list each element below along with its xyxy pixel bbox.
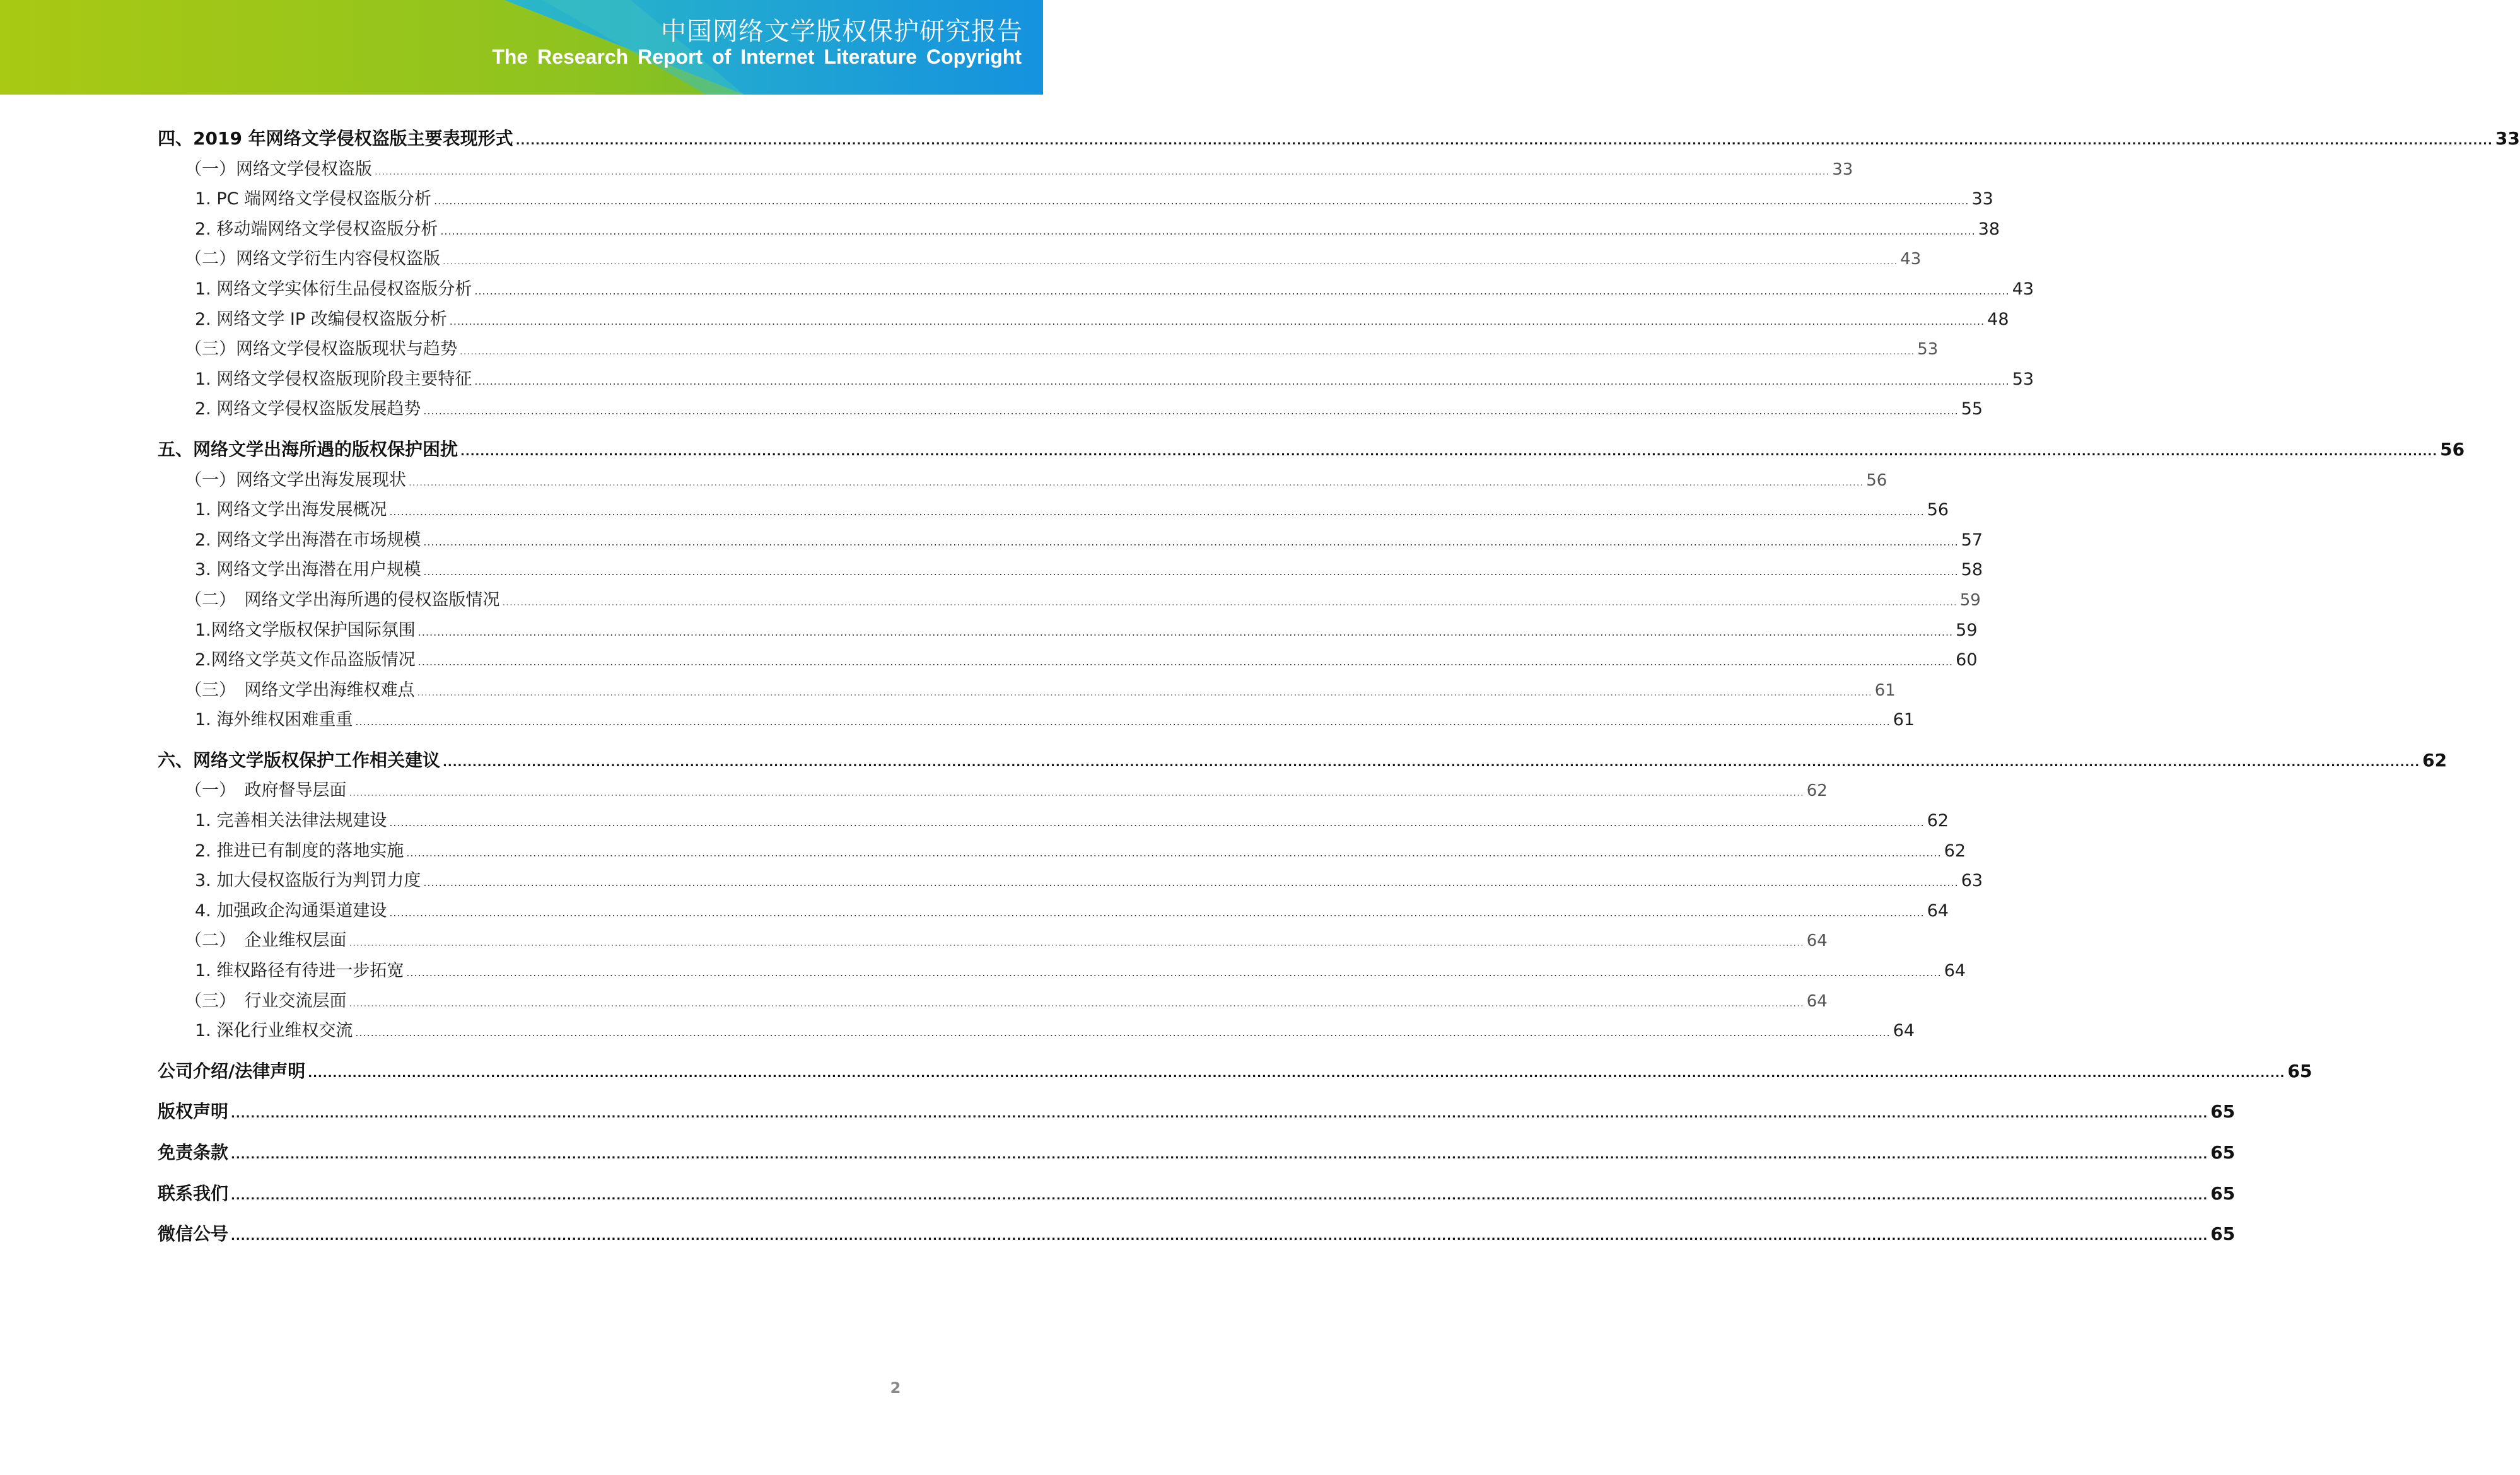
toc-entry-label: 2. 网络文学出海潜在市场规模 — [195, 530, 421, 550]
toc-dot-leader: ................................................................................................................................................................................................................................................................................................................................................................................................................ — [423, 535, 1959, 548]
toc-page-number: 58 — [1961, 560, 1983, 580]
toc-chapter-entry[interactable] — [158, 1220, 2236, 1251]
toc-section-entry[interactable] — [158, 466, 1887, 496]
toc-page-number: 65 — [2210, 1101, 2236, 1122]
toc-section-entry[interactable] — [158, 987, 1828, 1017]
toc-entry-label: 1. 维权路径有待进一步拓宽 — [195, 961, 404, 981]
section-spacer — [158, 1087, 884, 1098]
toc-entry-label: 1. 海外维权困难重重 — [195, 710, 353, 730]
toc-page-number: 43 — [1900, 250, 1922, 269]
toc-page-number: 55 — [1961, 399, 1983, 419]
toc-subsection-entry[interactable] — [158, 807, 1949, 837]
toc-entry-label: 2.网络文学英文作品盗版情况 — [195, 650, 416, 670]
toc-chapter-entry[interactable] — [158, 436, 2465, 466]
section-spacer — [158, 736, 884, 747]
toc-dot-leader: ................................................................................................................................................................................................................................................................................................................................................................................................................ — [434, 195, 1969, 207]
toc-subsection-entry[interactable] — [158, 897, 1949, 927]
toc-entry-label: 微信公号 — [158, 1223, 229, 1245]
toc-page-number: 33 — [1971, 189, 1993, 209]
toc-section-entry[interactable] — [158, 335, 1939, 365]
toc-entry-label: 1. 网络文学出海发展概况 — [195, 500, 387, 520]
toc-section-entry[interactable] — [158, 676, 1896, 706]
toc-dot-leader: ................................................................................................................................................................................................................................................................................................................................................................................................................ — [443, 755, 2420, 769]
toc-entry-label: 2. 网络文学 IP 改编侵权盗版分析 — [195, 309, 447, 329]
toc-entry-label: 4. 加强政企沟通渠道建设 — [195, 901, 387, 921]
toc-dot-leader: ................................................................................................................................................................................................................................................................................................................................................................................................................ — [389, 506, 1925, 518]
toc-entry-label: 3. 网络文学出海潜在用户规模 — [195, 560, 421, 580]
toc-subsection-entry[interactable] — [158, 275, 2034, 305]
toc-page-number: 43 — [2012, 279, 2034, 299]
toc-page-number: 61 — [1874, 680, 1896, 700]
toc-entry-label: （三） 行业交流层面 — [185, 991, 347, 1011]
toc-chapter-entry[interactable] — [158, 1139, 2236, 1169]
toc-subsection-entry[interactable] — [158, 1017, 1915, 1047]
toc-entry-label: （三）网络文学侵权盗版现状与趋势 — [185, 339, 457, 359]
toc-page-number: 57 — [1961, 530, 1983, 550]
toc-dot-leader: ................................................................................................................................................................................................................................................................................................................................................................................................................ — [460, 445, 2438, 458]
toc-section-entry[interactable] — [158, 776, 1828, 807]
toc-page-number: 53 — [2012, 369, 2034, 389]
toc-page-number: 38 — [1978, 219, 2000, 239]
toc-page-number: 56 — [1927, 500, 1949, 520]
toc-page-number: 64 — [1806, 991, 1828, 1011]
toc-page-number: 61 — [1893, 710, 1915, 730]
toc-subsection-entry[interactable] — [158, 556, 1983, 586]
toc-page-number: 56 — [2440, 438, 2465, 460]
toc-dot-leader: ................................................................................................................................................................................................................................................................................................................................................................................................................ — [409, 476, 1864, 488]
toc-page-number: 33 — [2495, 128, 2520, 149]
report-title-cn: 中国网络文学版权保护研究报告 — [661, 17, 1023, 46]
toc-entry-label: 版权声明 — [158, 1101, 229, 1122]
toc-entry-label: 2. 移动端网络文学侵权盗版分析 — [195, 219, 438, 239]
toc-dot-leader: ................................................................................................................................................................................................................................................................................................................................................................................................................ — [515, 134, 2493, 148]
toc-chapter-entry[interactable] — [158, 1058, 2313, 1088]
toc-dot-leader: ................................................................................................................................................................................................................................................................................................................................................................................................................ — [349, 997, 1804, 1009]
toc-subsection-entry[interactable] — [158, 365, 2034, 395]
report-title-en: The Research Report of Internet Literature Copyright — [492, 45, 1022, 68]
table-of-contents — [158, 125, 2520, 1251]
toc-page-number: 62 — [1806, 781, 1828, 801]
toc-entry-label: 1. PC 端网络文学侵权盗版分析 — [195, 189, 432, 209]
toc-entry-label: （一） 政府督导层面 — [185, 781, 347, 801]
toc-page-number: 53 — [1917, 340, 1939, 359]
toc-section-entry[interactable] — [158, 586, 1981, 616]
toc-dot-leader: ................................................................................................................................................................................................................................................................................................................................................................................................................ — [417, 686, 1872, 698]
toc-entry-label: （二） 网络文学出海所遇的侵权盗版情况 — [185, 590, 500, 610]
toc-dot-leader: ................................................................................................................................................................................................................................................................................................................................................................................................................ — [355, 716, 1891, 728]
toc-subsection-entry[interactable] — [158, 866, 1983, 897]
section-spacer — [158, 1169, 884, 1180]
toc-dot-leader: ................................................................................................................................................................................................................................................................................................................................................................................................................ — [406, 846, 1942, 859]
toc-dot-leader: ................................................................................................................................................................................................................................................................................................................................................................................................................ — [443, 255, 1898, 267]
toc-dot-leader: ................................................................................................................................................................................................................................................................................................................................................................................................................ — [231, 1230, 2208, 1244]
toc-page-number: 60 — [1956, 650, 1978, 670]
toc-entry-label: 1. 网络文学实体衍生品侵权盗版分析 — [195, 279, 472, 299]
section-spacer — [158, 425, 884, 436]
section-spacer — [158, 1047, 884, 1058]
toc-dot-leader: ................................................................................................................................................................................................................................................................................................................................................................................................................ — [375, 165, 1830, 177]
toc-entry-label: 1. 网络文学侵权盗版现阶段主要特征 — [195, 369, 472, 389]
toc-dot-leader: ................................................................................................................................................................................................................................................................................................................................................................................................................ — [417, 626, 1954, 638]
toc-dot-leader: ................................................................................................................................................................................................................................................................................................................................................................................................................ — [474, 284, 2010, 297]
toc-subsection-entry[interactable] — [158, 706, 1915, 736]
toc-page-number: 33 — [1832, 160, 1853, 179]
toc-page-number: 64 — [1944, 961, 1966, 981]
toc-page-number: 62 — [1927, 811, 1949, 831]
toc-page-number: 65 — [2210, 1223, 2236, 1245]
toc-entry-label: （一）网络文学侵权盗版 — [185, 159, 372, 179]
toc-page-number: 59 — [1956, 620, 1978, 640]
toc-subsection-entry[interactable] — [158, 185, 1993, 215]
toc-entry-label: 1. 完善相关法律法规建设 — [195, 811, 387, 831]
toc-chapter-entry[interactable] — [158, 1180, 2236, 1210]
toc-entry-label: 免责条款 — [158, 1142, 229, 1163]
toc-subsection-entry[interactable] — [158, 646, 1978, 676]
toc-entry-label: （二） 企业维权层面 — [185, 931, 347, 951]
toc-subsection-entry[interactable] — [158, 215, 2000, 245]
page-header — [0, 0, 1043, 95]
toc-dot-leader: ................................................................................................................................................................................................................................................................................................................................................................................................................ — [231, 1107, 2208, 1121]
toc-subsection-entry[interactable] — [158, 837, 1966, 867]
toc-page-number: 56 — [1866, 470, 1887, 490]
toc-page-number: 63 — [1961, 871, 1983, 891]
toc-section-entry[interactable] — [158, 155, 1853, 185]
toc-entry-label: （二）网络文学衍生内容侵权盗版 — [185, 249, 440, 269]
toc-subsection-entry[interactable] — [158, 395, 1983, 425]
toc-page-number: 65 — [2210, 1182, 2236, 1204]
toc-entry-label: （三） 网络文学出海维权难点 — [185, 680, 415, 700]
toc-subsection-entry[interactable] — [158, 496, 1949, 526]
toc-entry-label: 1. 深化行业维权交流 — [195, 1021, 353, 1041]
toc-entry-label: 2. 网络文学侵权盗版发展趋势 — [195, 399, 421, 419]
toc-dot-leader: ................................................................................................................................................................................................................................................................................................................................................................................................................ — [423, 405, 1959, 417]
toc-entry-label: 2. 推进已有制度的落地实施 — [195, 841, 404, 861]
toc-subsection-entry[interactable] — [158, 616, 1978, 646]
toc-dot-leader: ................................................................................................................................................................................................................................................................................................................................................................................................................ — [389, 817, 1925, 829]
toc-entry-label: 公司介绍/法律声明 — [158, 1060, 306, 1081]
toc-entry-label: 1.网络文学版权保护国际氛围 — [195, 620, 416, 640]
toc-subsection-entry[interactable] — [158, 957, 1966, 987]
toc-entry-label: （一）网络文学出海发展现状 — [185, 470, 406, 490]
toc-dot-leader: ................................................................................................................................................................................................................................................................................................................................................................................................................ — [349, 937, 1804, 949]
toc-page-number: 64 — [1893, 1021, 1915, 1041]
toc-dot-leader: ................................................................................................................................................................................................................................................................................................................................................................................................................ — [460, 346, 1915, 358]
section-spacer — [158, 1128, 884, 1139]
toc-page-number: 65 — [2287, 1060, 2313, 1081]
toc-dot-leader: ................................................................................................................................................................................................................................................................................................................................................................................................................ — [449, 315, 1985, 327]
toc-dot-leader: ................................................................................................................................................................................................................................................................................................................................................................................................................ — [406, 967, 1942, 979]
page-number: 2 — [890, 1379, 901, 1397]
toc-page-number: 62 — [2422, 749, 2447, 771]
section-spacer — [158, 1210, 884, 1220]
toc-subsection-entry[interactable] — [158, 305, 2009, 335]
toc-dot-leader: ................................................................................................................................................................................................................................................................................................................................................................................................................ — [474, 375, 2010, 387]
toc-dot-leader: ................................................................................................................................................................................................................................................................................................................................................................................................................ — [231, 1148, 2208, 1162]
toc-page-number: 59 — [1959, 590, 1981, 610]
toc-chapter-entry[interactable] — [158, 747, 2447, 777]
toc-dot-leader: ................................................................................................................................................................................................................................................................................................................................................................................................................ — [355, 1027, 1891, 1039]
toc-chapter-entry[interactable] — [158, 125, 2520, 155]
toc-subsection-entry[interactable] — [158, 526, 1983, 556]
toc-dot-leader: ................................................................................................................................................................................................................................................................................................................................................................................................................ — [423, 877, 1959, 889]
toc-entry-label: 六、网络文学版权保护工作相关建议 — [158, 749, 441, 771]
toc-page-number: 65 — [2210, 1142, 2236, 1163]
toc-chapter-entry[interactable] — [158, 1098, 2236, 1128]
toc-page-number: 64 — [1927, 901, 1949, 921]
toc-dot-leader: ................................................................................................................................................................................................................................................................................................................................................................................................................ — [231, 1189, 2208, 1203]
toc-section-entry[interactable] — [158, 245, 1922, 275]
toc-dot-leader: ................................................................................................................................................................................................................................................................................................................................................................................................................ — [308, 1066, 2285, 1080]
toc-entry-label: 五、网络文学出海所遇的版权保护困扰 — [158, 438, 458, 460]
toc-dot-leader: ................................................................................................................................................................................................................................................................................................................................................................................................................ — [349, 787, 1804, 799]
toc-entry-label: 3. 加大侵权盗版行为判罚力度 — [195, 871, 421, 891]
toc-dot-leader: ................................................................................................................................................................................................................................................................................................................................................................................................................ — [389, 906, 1925, 919]
toc-section-entry[interactable] — [158, 926, 1828, 957]
toc-page-number: 48 — [1987, 309, 2009, 329]
toc-entry-label: 四、2019 年网络文学侵权盗版主要表现形式 — [158, 128, 513, 149]
toc-dot-leader: ................................................................................................................................................................................................................................................................................................................................................................................................................ — [440, 224, 1976, 237]
toc-entry-label: 联系我们 — [158, 1182, 229, 1204]
toc-dot-leader: ................................................................................................................................................................................................................................................................................................................................................................................................................ — [417, 656, 1954, 668]
toc-page-number: 64 — [1806, 931, 1828, 951]
toc-dot-leader: ................................................................................................................................................................................................................................................................................................................................................................................................................ — [502, 596, 1957, 608]
toc-dot-leader: ................................................................................................................................................................................................................................................................................................................................................................................................................ — [423, 566, 1959, 578]
toc-page-number: 62 — [1944, 841, 1966, 861]
